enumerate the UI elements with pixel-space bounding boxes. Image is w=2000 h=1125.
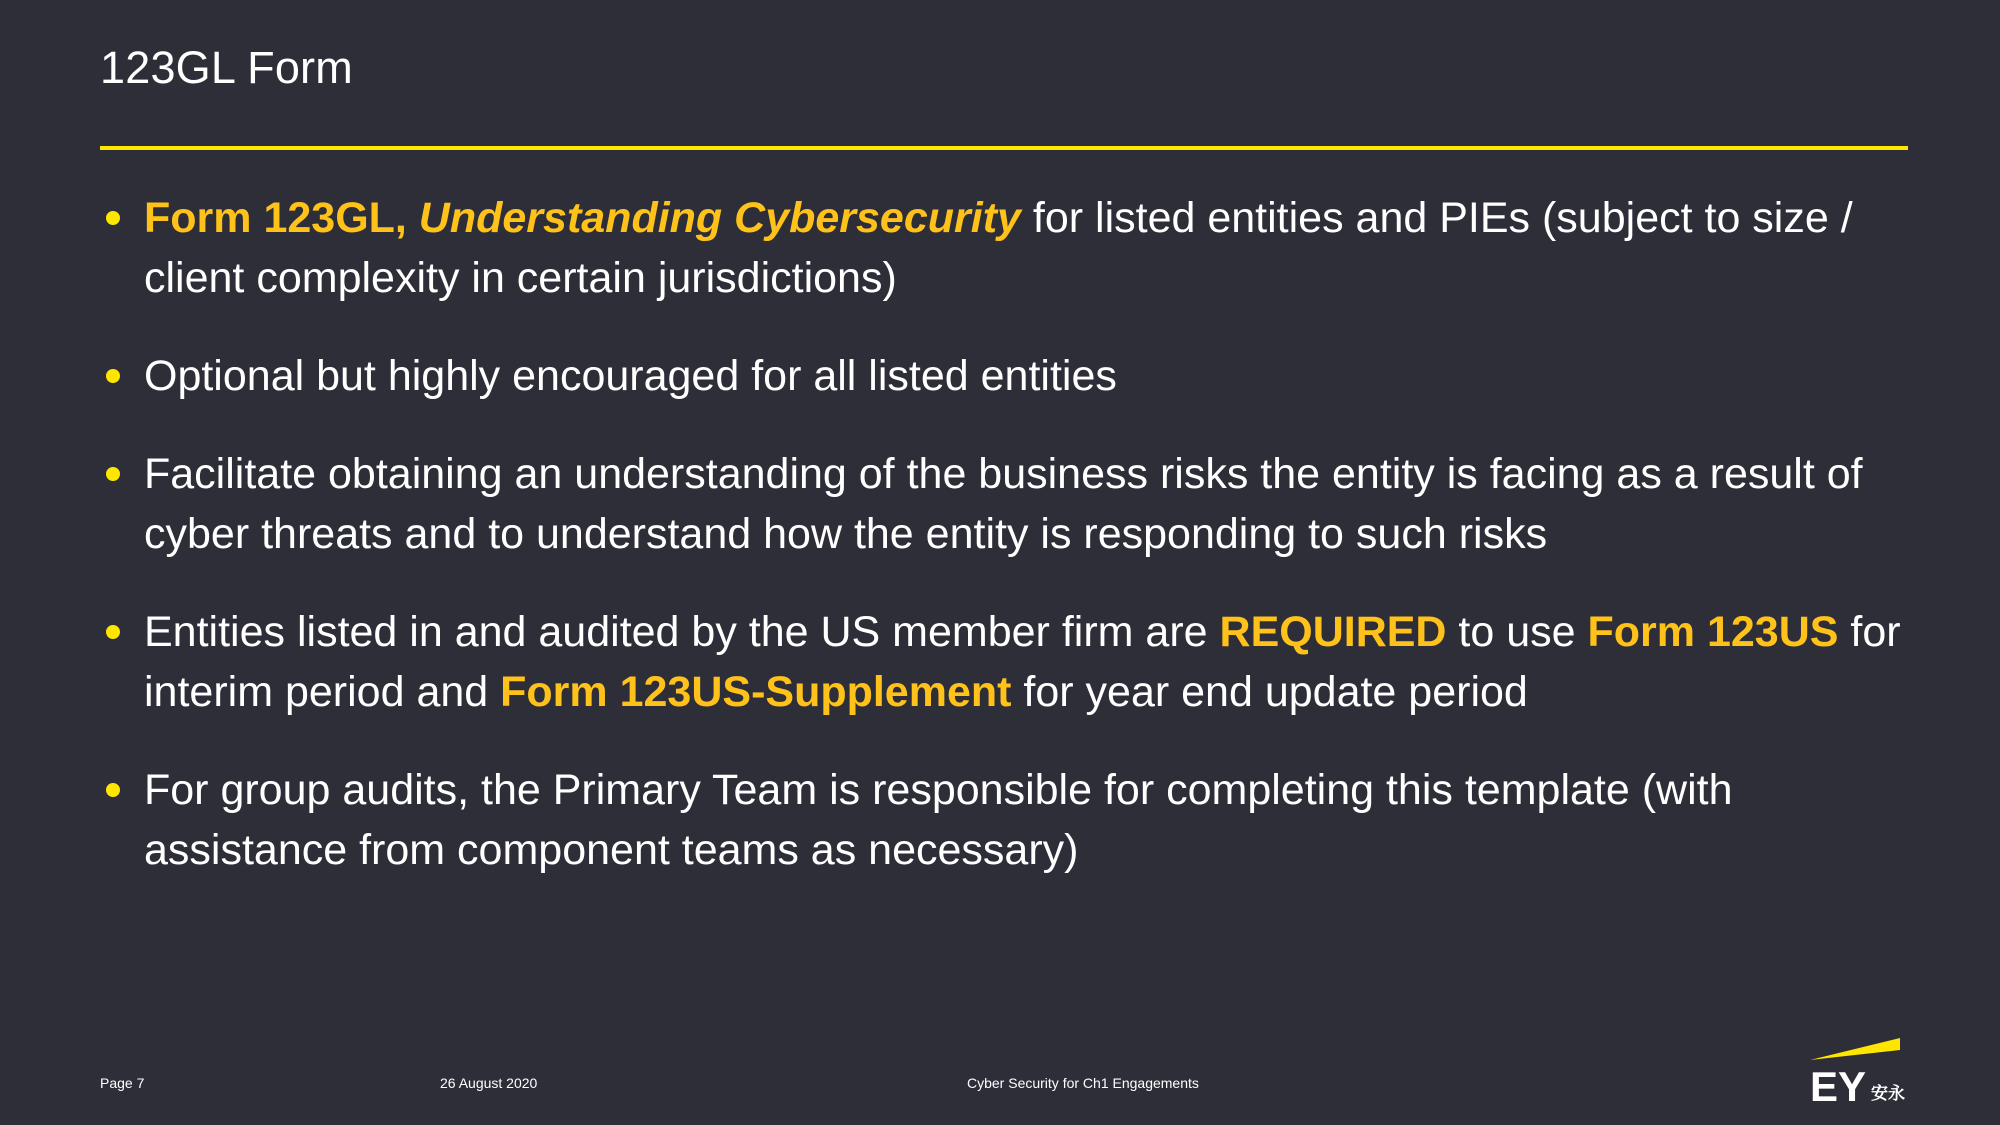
highlight-text: Form 123GL, — [144, 194, 419, 242]
highlight-text: Form 123US-Supplement — [500, 668, 1012, 716]
bullet-text: Facilitate obtaining an understanding of the business risks the entity is facing as a result of cyber threats and to understand how the entity is responding to such risks — [144, 450, 1863, 558]
bullet-list — [100, 188, 1920, 918]
bullet-text: for interim period and — [144, 608, 1901, 716]
bullet-text: for year end update period — [1011, 668, 1528, 716]
ey-logo-letters: EY — [1810, 1063, 1867, 1105]
highlight-text: Form 123US — [1587, 608, 1839, 656]
bullet-item — [100, 346, 1920, 406]
bullet-text: for listed entities and PIEs (subject to size / client complexity in certain jurisdictions) — [144, 194, 1853, 302]
bullet-item — [100, 760, 1920, 880]
ey-logo-chinese: 安永 — [1871, 1084, 1905, 1104]
bullet-item — [100, 444, 1920, 564]
footer-page-number: Page 7 — [100, 1075, 145, 1091]
bullet-text: Optional but highly encouraged for all listed entities — [144, 352, 1117, 400]
bullet-dot-icon — [106, 369, 120, 383]
bullet-item — [100, 602, 1920, 722]
bullet-item — [100, 188, 1920, 308]
bullet-dot-icon — [106, 467, 120, 481]
highlight-italic-text: Understanding Cybersecurity — [418, 194, 1021, 242]
highlight-text: REQUIRED — [1219, 608, 1447, 656]
slide-title: 123GL Form — [100, 42, 353, 93]
bullet-text: Entities listed in and audited by the US member firm are — [144, 608, 1220, 656]
ey-logo — [1808, 1035, 1926, 1105]
footer-date: 26 August 2020 — [440, 1075, 538, 1091]
ey-logo-beam — [1810, 1038, 1900, 1060]
title-divider — [100, 146, 1908, 150]
bullet-dot-icon — [106, 211, 120, 225]
bullet-dot-icon — [106, 783, 120, 797]
footer-subject: Cyber Security for Ch1 Engagements — [967, 1075, 1199, 1091]
bullet-text: For group audits, the Primary Team is responsible for completing this template (with assistance from component teams as necessary) — [144, 766, 1733, 874]
bullet-text: to use — [1446, 608, 1588, 656]
bullet-dot-icon — [106, 625, 120, 639]
